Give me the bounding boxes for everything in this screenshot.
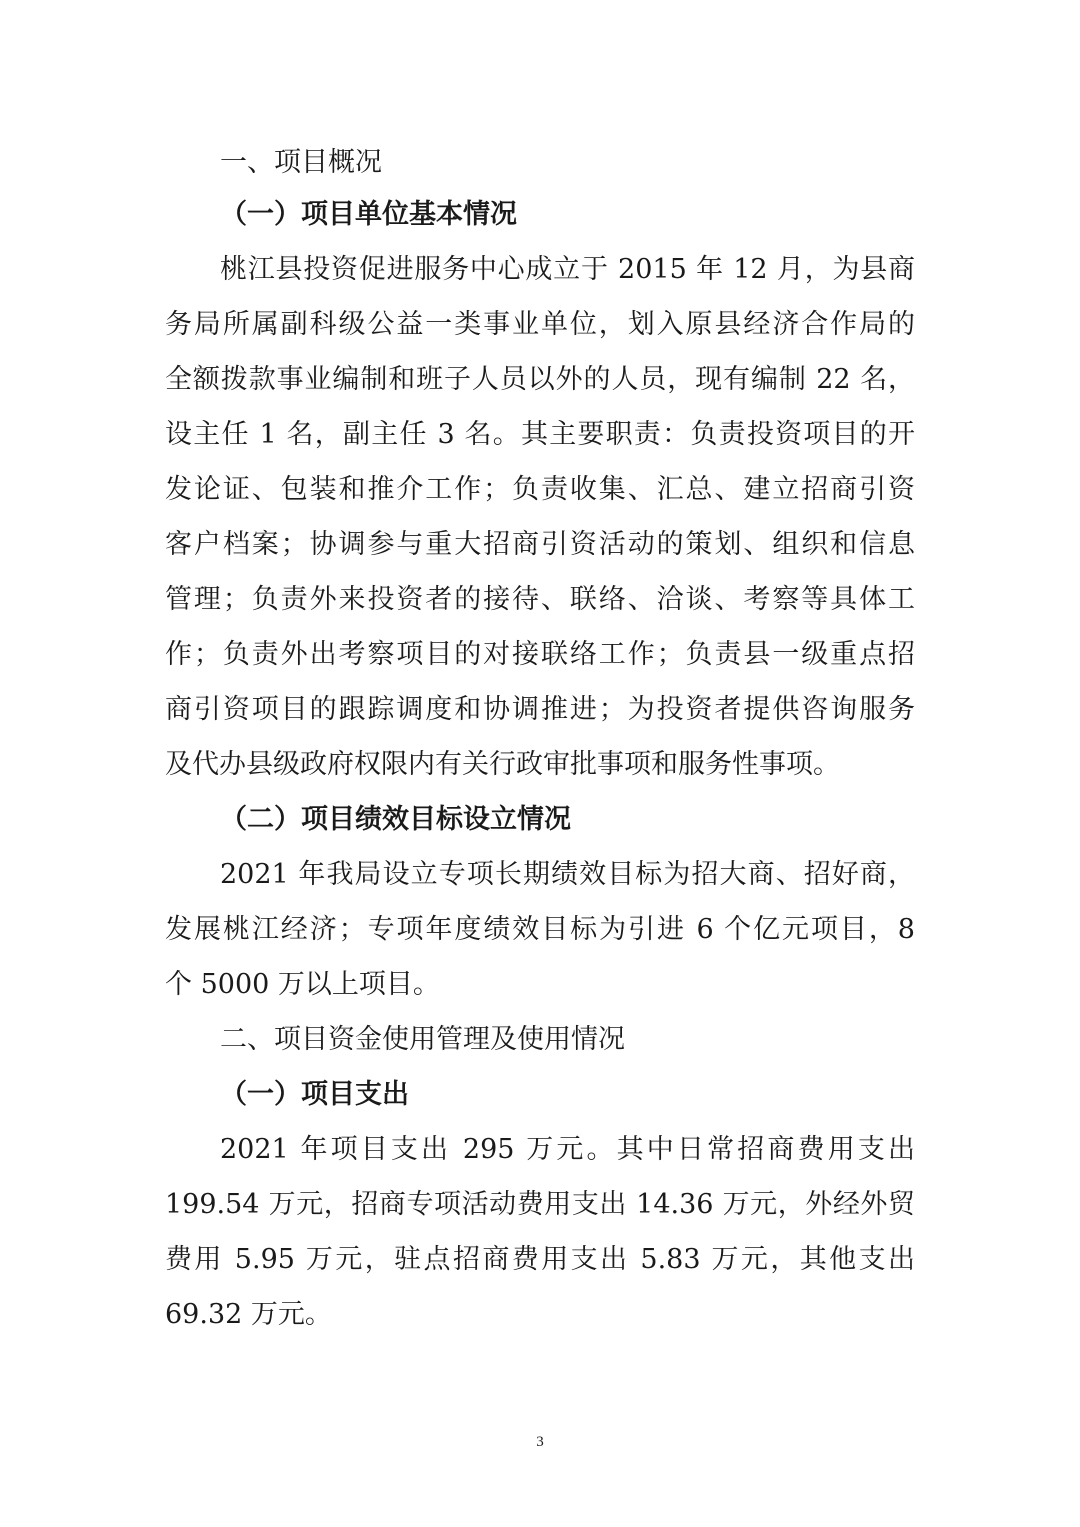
paragraph-line: 作；负责外出考察项目的对接联络工作；负责县一级重点招 [165,639,915,670]
paragraph-line: 发展桃江经济；专项年度绩效目标为引进 6 个亿元项目，8 [165,914,915,945]
subsection-heading-project-expenditure: （一）项目支出 [220,1079,409,1110]
paragraph-line: 发论证、包装和推介工作；负责收集、汇总、建立招商引资 [165,474,915,505]
paragraph-line: 客户档案；协调参与重大招商引资活动的策划、组织和信息 [165,529,915,560]
paragraph-line: 及代办县级政府权限内有关行政审批事项和服务性事项。 [165,749,840,780]
paragraph-line: 2021 年我局设立专项长期绩效目标为招大商、招好商， [220,859,915,890]
paragraph-line: 2021 年项目支出 295 万元。其中日常招商费用支出 [220,1134,915,1165]
paragraph-line: 199.54 万元，招商专项活动费用支出 14.36 万元，外经外贸 [165,1189,915,1220]
paragraph-line: 费用 5.95 万元，驻点招商费用支出 5.83 万元，其他支出 [165,1244,915,1275]
paragraph-line: 设主任 1 名，副主任 3 名。其主要职责：负责投资项目的开 [165,419,915,450]
paragraph-line: 个 5000 万以上项目。 [165,969,440,1000]
subsection-heading-unit-info: （一）项目单位基本情况 [220,199,517,230]
paragraph-line: 管理；负责外来投资者的接待、联络、洽谈、考察等具体工 [165,584,915,615]
paragraph-line: 69.32 万元。 [165,1299,332,1330]
section-heading-overview: 一、项目概况 [220,147,382,178]
paragraph-line: 桃江县投资促进服务中心成立于 2015 年 12 月，为县商 [220,254,915,285]
paragraph-line: 商引资项目的跟踪调度和协调推进；为投资者提供咨询服务 [165,694,915,725]
subsection-heading-performance-goals: （二）项目绩效目标设立情况 [220,804,571,835]
paragraph-line: 务局所属副科级公益一类事业单位，划入原县经济合作局的 [165,309,915,340]
page-number: 3 [536,1434,544,1450]
section-heading-funds-usage: 二、项目资金使用管理及使用情况 [220,1024,625,1055]
paragraph-line: 全额拨款事业编制和班子人员以外的人员，现有编制 22 名， [165,364,915,395]
